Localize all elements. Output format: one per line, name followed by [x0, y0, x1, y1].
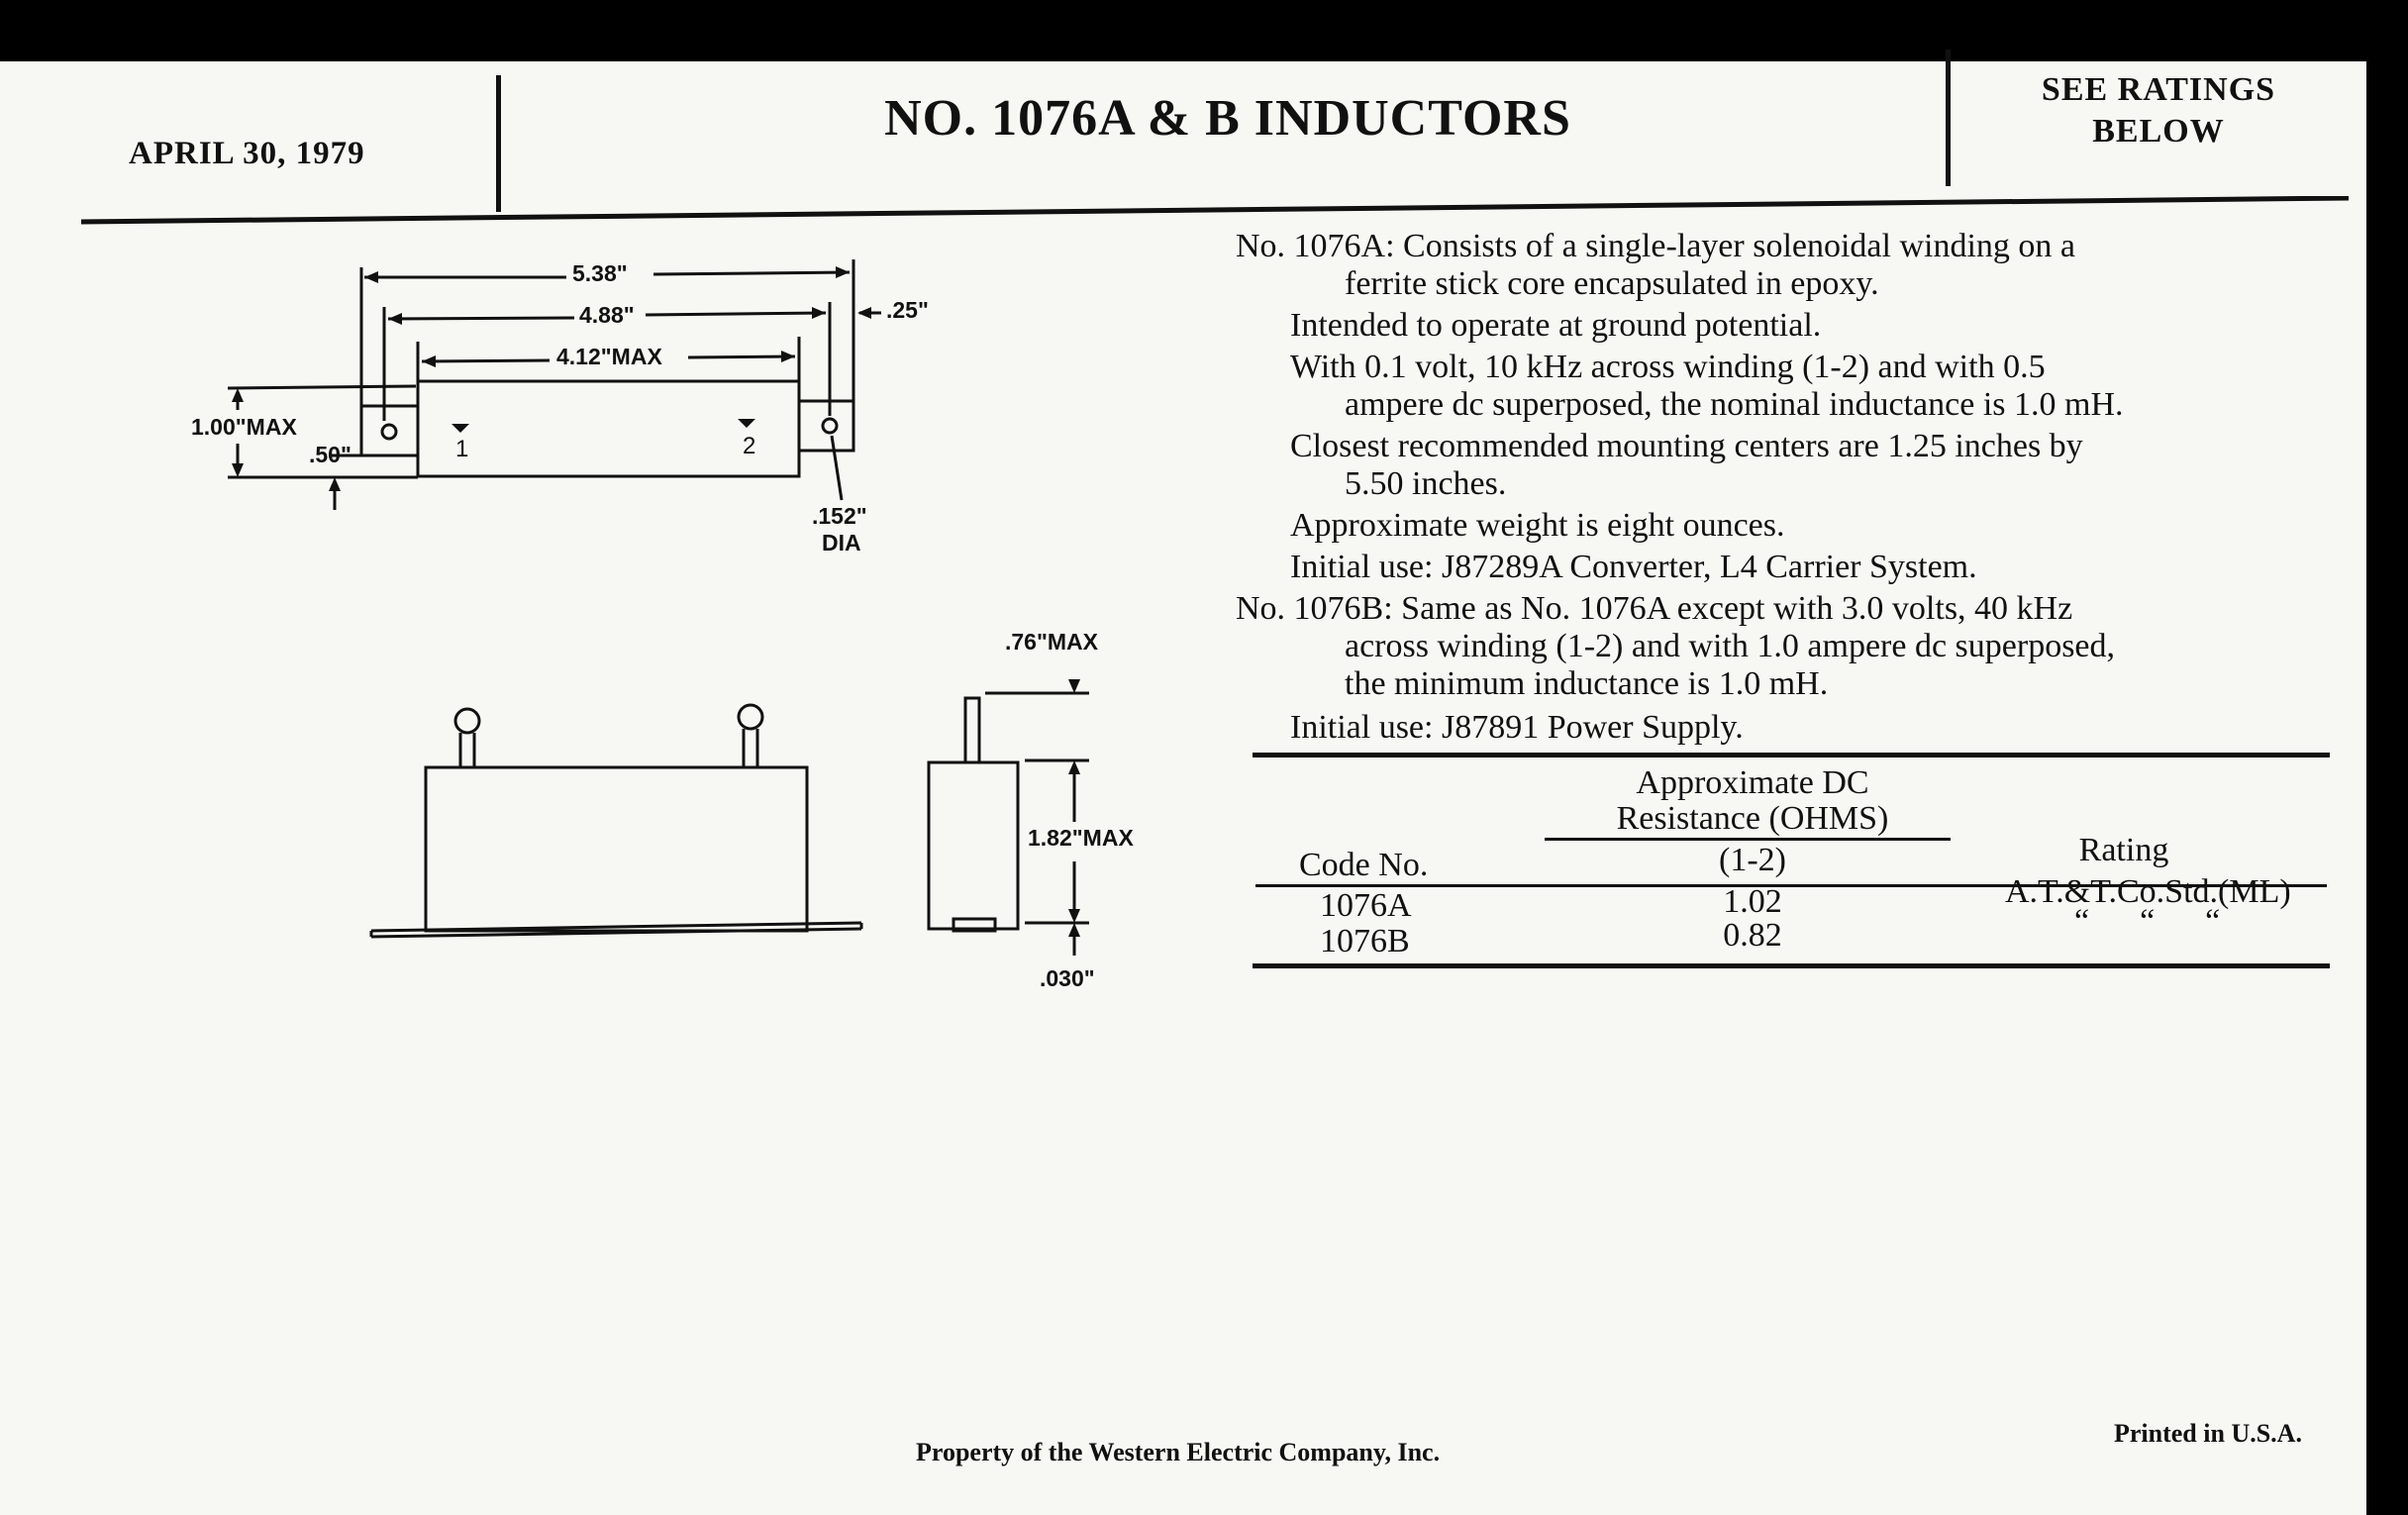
issue-date: APRIL 30, 1979 [129, 136, 365, 171]
desc-weight: Approximate weight is eight ounces. [1290, 507, 1785, 544]
ratings-note-line1: SEE RATINGS [2041, 71, 2276, 108]
table-group-header [1545, 765, 1960, 837]
table-bottom-rule [1253, 963, 2330, 968]
page-title: NO. 1076A & B INDUCTORS [884, 90, 1571, 147]
desc-ground-potential: Intended to operate at ground potential. [1290, 307, 1822, 344]
description-block [1236, 228, 2325, 747]
desc-mounting-line1: Closest recommended mounting centers are 1.25 inches by [1290, 428, 2083, 464]
dim-hole-diameter: .152" [812, 503, 867, 529]
left-mounting-hole [382, 425, 396, 439]
footer-property-notice: Property of the Western Electric Company, Inc. [916, 1438, 1441, 1466]
terminal-lug-2 [739, 705, 762, 729]
dim-overall-length: 5.38" [572, 260, 628, 286]
table-row-1076b-code: 1076B [1320, 923, 1410, 960]
terminal-label-1: 1 [455, 436, 469, 462]
desc-voltage-line2: ampere dc superposed, the nominal inductance is 1.0 mH. [1345, 386, 2124, 423]
dim-side-height: 1.82"MAX [1028, 825, 1134, 851]
terminal-lug-1 [455, 709, 479, 733]
table-group-header-line1: Approximate DC [1636, 764, 1869, 801]
desc-1076b-initial-use: Initial use: J87891 Power Supply. [1290, 709, 1744, 746]
table-top-rule [1253, 753, 2330, 758]
desc-1076b-line2: across winding (1-2) and with 1.0 ampere dc superposed, [1345, 628, 2116, 664]
table-row-1076a-rating: A.T.&T.Co.Std.(ML) [2005, 873, 2291, 910]
top-view-body [418, 381, 799, 476]
desc-1076b-line3: the minimum inductance is 1.0 mH. [1345, 665, 1829, 702]
front-view-body [426, 767, 807, 931]
table-row-1076a-code: 1076A [1320, 887, 1412, 924]
desc-mounting-line2: 5.50 inches. [1345, 465, 1507, 502]
table-group-rule [1545, 838, 1951, 841]
dim-hole-centers: 4.88" [579, 302, 635, 328]
footer-printed-in: Printed in U.S.A. [2114, 1419, 2302, 1448]
right-mounting-hole [823, 419, 837, 433]
header-divider-left [496, 75, 501, 212]
header-rule [81, 196, 2349, 226]
header-divider-right [1946, 50, 1951, 186]
top-view-right-tab [799, 401, 853, 451]
table-header-rating: Rating [2078, 832, 2169, 868]
dim-body-length: 4.12"MAX [556, 344, 662, 369]
dim-base-thickness: .030" [1040, 965, 1095, 991]
table-header-resistance: (1-2) [1719, 842, 1786, 878]
ratings-note-line2: BELOW [2092, 113, 2225, 150]
ratings-note [1970, 69, 2347, 152]
table-group-header-line2: Resistance (OHMS) [1616, 800, 1889, 837]
table-header-code: Code No. [1299, 847, 1429, 883]
terminal-label-2: 2 [743, 433, 756, 459]
top-view-left-tab [361, 406, 418, 455]
dim-height: 1.00"MAX [191, 414, 297, 440]
side-view-body [929, 762, 1018, 929]
dim-terminal-height: .76"MAX [1005, 629, 1098, 655]
dim-tab-width: .25" [886, 297, 929, 323]
table-row-1076a-resistance: 1.02 [1723, 883, 1782, 920]
table-row-1076b-resistance: 0.82 [1723, 917, 1782, 954]
dim-half-height: .50" [309, 442, 351, 467]
table-row-1076b-rating: “ “ “ [2074, 903, 2221, 940]
desc-1076b-line1: No. 1076B: Same as No. 1076A except with 3.0 volts, 40 kHz [1236, 590, 2073, 627]
desc-1076a-initial-use: Initial use: J87289A Converter, L4 Carrier System. [1290, 549, 1977, 585]
dim-hole-diameter-suffix: DIA [822, 530, 861, 556]
desc-1076a-line2: ferrite stick core encapsulated in epoxy. [1345, 265, 1879, 302]
desc-voltage-line1: With 0.1 volt, 10 kHz across winding (1-2) and with 0.5 [1290, 349, 2046, 385]
desc-1076a-line1: No. 1076A: Consists of a single-layer solenoidal winding on a [1236, 228, 2076, 264]
